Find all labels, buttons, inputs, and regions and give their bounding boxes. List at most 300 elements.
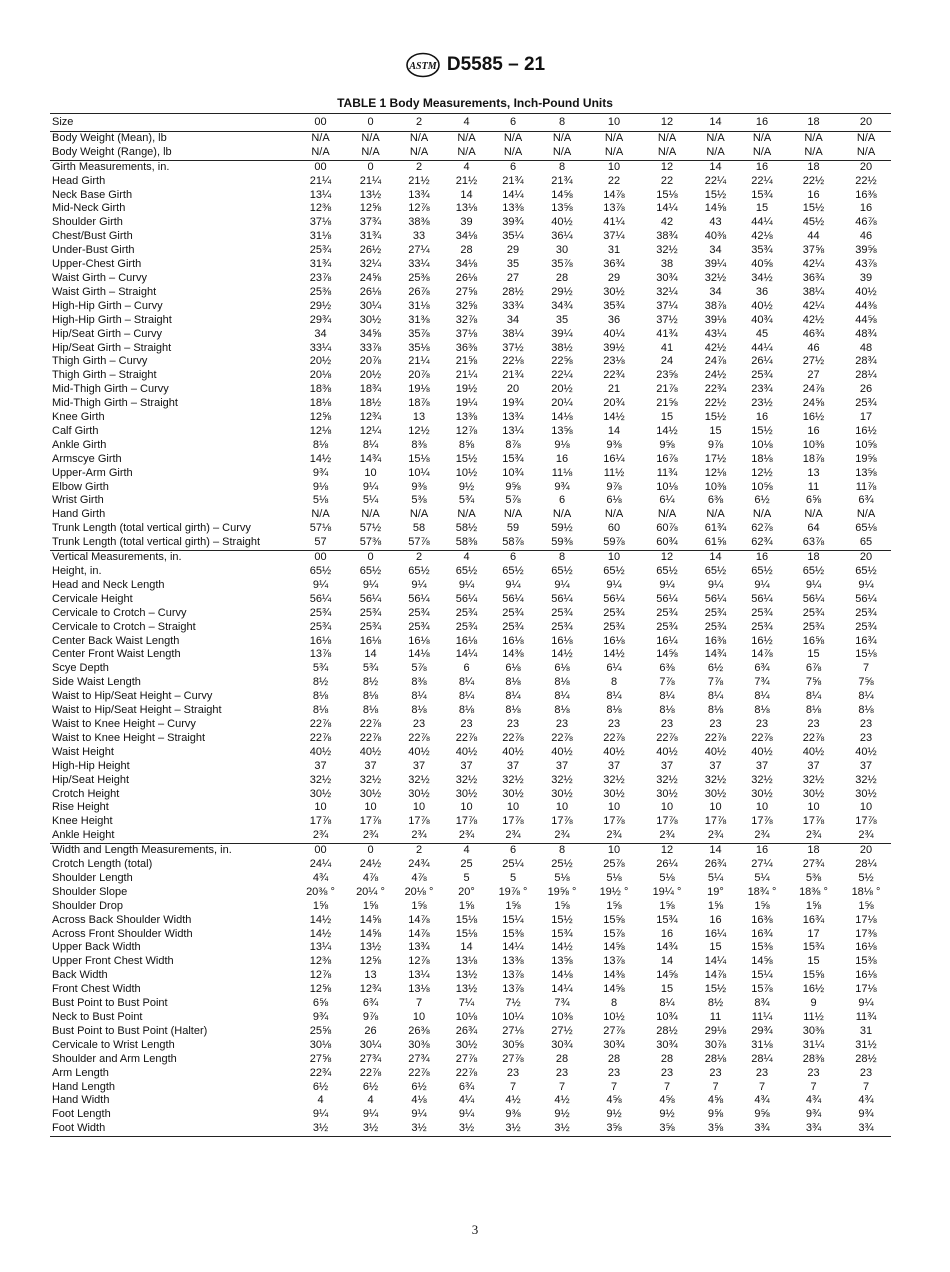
- measurement-value: 28: [660, 1052, 674, 1065]
- measurement-value: 17⅞: [704, 815, 727, 828]
- measurement-value: 8¼: [659, 690, 675, 703]
- measurement-label: Girth Measurements, in.: [50, 160, 294, 174]
- measurement-value: 26: [859, 383, 873, 396]
- measurement-value: 33¼: [309, 341, 332, 354]
- measurement-value: 12: [641, 551, 693, 565]
- measurement-value: 23: [660, 1066, 674, 1079]
- measurement-value: 39⅛: [704, 313, 727, 326]
- measurement-value: 12⅛: [309, 424, 332, 437]
- measurement-value: 13: [412, 411, 426, 424]
- measurement-value: 3½: [294, 1122, 347, 1136]
- measurement-value: 15¾: [502, 452, 524, 465]
- measurement-value: 13⅞: [502, 983, 524, 996]
- measurement-row: [50, 635, 891, 649]
- measurement-value: 58⅞: [502, 536, 524, 549]
- measurement-value: 28½: [502, 285, 524, 298]
- measurement-value: 10⅛: [455, 1011, 478, 1023]
- measurement-value: 9⅛: [312, 480, 329, 493]
- measurement-value: 15: [755, 202, 769, 215]
- measurement-value: 27¼: [408, 244, 430, 257]
- measurement-label: Cervicale to Wrist Length: [52, 1038, 175, 1051]
- measurement-value: 15¾: [802, 941, 825, 954]
- measurement-value: 13⅛: [455, 955, 478, 968]
- measurement-value: N/A: [752, 508, 772, 521]
- measurement-value: 15: [660, 411, 674, 424]
- measurement-value: 3½: [394, 1122, 444, 1136]
- measurement-value: 1⅝: [754, 899, 770, 912]
- measurement-value: 36¾: [802, 271, 825, 284]
- measurement-value: 1⅝: [659, 899, 675, 912]
- measurement-row: [50, 1067, 891, 1081]
- measurement-value: 25¾: [309, 606, 332, 619]
- measurement-value: 13⅝: [855, 466, 877, 479]
- measurement-value: 60⅞: [656, 522, 678, 535]
- measurement-label: Waist to Hip/Seat Height – Straight: [52, 704, 222, 717]
- measurement-value: 25¾: [855, 606, 877, 619]
- measurement-value: 10: [587, 160, 641, 174]
- measurement-value: 7½: [505, 997, 521, 1010]
- measurement-value: N/A: [552, 145, 572, 158]
- measurement-value: N/A: [786, 131, 841, 145]
- measurement-value: 28: [460, 244, 473, 257]
- measurement-value: 31⅛: [408, 299, 430, 312]
- measurement-value: 56¼: [802, 592, 825, 605]
- measurement-value: 34: [709, 244, 722, 257]
- measurement-value: 16¼: [603, 452, 625, 465]
- measurement-value: 31⅛: [309, 230, 332, 243]
- measurement-value: 10¼: [502, 1011, 524, 1023]
- measurement-value: 37: [755, 759, 769, 772]
- measurement-row: [50, 886, 891, 900]
- measurement-value: 16½: [855, 424, 877, 437]
- measurement-value: 6¾: [754, 662, 770, 675]
- measurement-value: 9¼: [362, 480, 379, 493]
- measurement-value: 14⅛: [551, 969, 573, 982]
- measurement-value: 56¼: [603, 592, 625, 605]
- measurement-value: 16⅛: [855, 941, 877, 954]
- measurement-row: [50, 342, 891, 356]
- measurement-value: 27: [506, 271, 520, 284]
- measurement-value: 22⅞: [408, 1066, 430, 1079]
- measurement-value: 14: [460, 188, 473, 201]
- measurement-value: 65½: [359, 565, 382, 577]
- measurement-value: 24⅞: [802, 383, 825, 396]
- measurement-value: 9: [810, 997, 817, 1010]
- measurement-value: 15: [807, 955, 820, 968]
- measurement-value: 10⅛: [751, 438, 773, 451]
- measurement-value: 22⅞: [502, 731, 524, 744]
- measurement-value: 25¾: [855, 397, 877, 410]
- measurement-value: 32½: [603, 773, 625, 786]
- measurement-value: 17⅞: [751, 815, 773, 828]
- measurement-row: [50, 648, 891, 662]
- measurement-value: 13½: [455, 983, 478, 996]
- measurement-value: 13: [807, 466, 820, 479]
- measurement-value: 37⅛: [455, 327, 478, 340]
- size-header: Size: [50, 114, 294, 132]
- measurement-value: 19½: [455, 383, 478, 396]
- document-header: [0, 52, 950, 78]
- measurement-value: 2¾: [362, 829, 379, 842]
- measurement-value: 15¼: [751, 969, 773, 982]
- measurement-value: 3¾: [738, 1122, 786, 1136]
- measurement-value: 9⅝: [707, 1108, 724, 1121]
- size-column-header: 20: [841, 114, 891, 132]
- measurement-value: 22¼: [751, 174, 773, 187]
- measurement-value: 10⅜: [551, 1011, 573, 1023]
- measurement-value: 30½: [455, 1038, 478, 1051]
- measurement-value: 57½: [359, 522, 382, 535]
- measurement-value: 56¼: [455, 592, 478, 605]
- measurement-value: 46⅞: [855, 216, 877, 229]
- measurement-value: 8⅛: [362, 704, 379, 717]
- measurement-value: 41¾: [656, 327, 678, 340]
- measurement-value: 25¾: [656, 606, 678, 619]
- measurement-value: 2¾: [858, 829, 874, 842]
- measurement-value: 57⅜: [359, 536, 382, 549]
- measurement-value: 10¼: [408, 466, 430, 479]
- measurement-value: 45: [755, 327, 769, 340]
- measurement-value: 4: [367, 1094, 374, 1107]
- section-header-row: [50, 551, 891, 565]
- measurement-row: [50, 690, 891, 704]
- measurement-value: 19⅛: [408, 383, 430, 396]
- measurement-value: 4¾: [754, 1094, 770, 1107]
- measurement-value: 9¾: [805, 1108, 822, 1121]
- measurement-value: 4⅞: [362, 871, 379, 884]
- body-measurements-table: [50, 113, 891, 1137]
- measurement-value: 9⅛: [554, 438, 570, 451]
- measurement-value: 44¼: [751, 341, 773, 354]
- measurement-value: 25¾: [704, 606, 727, 619]
- measurement-row: [50, 801, 891, 815]
- measurement-value: 6⅝: [805, 494, 822, 507]
- measurement-value: 30⅝: [502, 1038, 524, 1051]
- svg-text:ASTM: ASTM: [409, 61, 437, 72]
- measurement-value: 14½: [603, 411, 625, 424]
- measurement-value: 19¼: [455, 397, 478, 410]
- measurement-value: 14¼: [704, 955, 727, 968]
- measurement-label: Across Back Shoulder Width: [52, 913, 192, 926]
- measurement-value: 23½: [751, 397, 773, 410]
- measurement-value: 14½: [309, 913, 332, 926]
- measurement-value: 14⅝: [656, 969, 678, 982]
- measurement-row: [50, 718, 891, 732]
- measurement-value: 28: [555, 271, 569, 284]
- measurement-value: 25¾: [408, 620, 430, 633]
- measurement-label: Bust Point to Bust Point (Halter): [52, 1024, 208, 1037]
- measurement-value: 1⅝: [858, 899, 874, 912]
- measurement-value: 65½: [309, 565, 332, 577]
- measurement-value: 25¾: [802, 606, 825, 619]
- measurement-value: 32½: [802, 773, 825, 786]
- measurement-value: N/A: [503, 508, 523, 521]
- measurement-value: 57: [314, 536, 327, 549]
- measurement-value: 13⅞: [502, 969, 524, 982]
- measurement-row: [50, 1053, 891, 1067]
- measurement-value: 9¼: [362, 1108, 379, 1121]
- measurement-value: N/A: [409, 145, 429, 158]
- measurement-value: 14: [693, 844, 738, 858]
- measurement-value: 14⅝: [551, 188, 573, 201]
- measurement-value: N/A: [804, 145, 823, 158]
- measurement-value: 00: [294, 160, 347, 174]
- measurement-value: 16⅜: [704, 634, 727, 647]
- measurement-value: 18: [786, 160, 841, 174]
- measurement-value: 12½: [408, 424, 430, 437]
- measurement-value: 15½: [455, 452, 478, 465]
- measurement-value: 3⅝: [693, 1122, 738, 1136]
- measurement-value: 11¾: [656, 466, 678, 479]
- measurement-value: 41: [660, 341, 674, 354]
- measurement-value: 42⅛: [751, 230, 773, 243]
- measurement-value: 35¼: [502, 230, 524, 243]
- measurement-value: 40½: [309, 745, 332, 758]
- measurement-value: 6: [558, 494, 566, 507]
- measurement-value: 23⅞: [309, 271, 332, 284]
- measurement-value: 15: [660, 983, 674, 996]
- measurement-value: 16⅛: [603, 634, 625, 647]
- measurement-value: 2¾: [606, 829, 622, 842]
- measurement-row: [50, 662, 891, 676]
- measurement-value: 12¾: [359, 983, 382, 996]
- measurement-value: 30¼: [359, 299, 382, 312]
- measurement-value: 28¼: [855, 369, 877, 382]
- measurement-value: 3½: [347, 1122, 394, 1136]
- measurement-row: [50, 983, 891, 997]
- measurement-value: 14⅛: [551, 411, 573, 424]
- measurement-value: 37¼: [656, 299, 678, 312]
- measurement-label: Trunk Length (total vertical girth) – Curvy: [52, 522, 251, 535]
- measurement-value: 32½: [359, 773, 382, 786]
- measurement-value: 10: [412, 801, 426, 814]
- measurement-value: 30½: [603, 285, 625, 298]
- measurement-value: 18¾: [359, 383, 382, 396]
- measurement-value: 14⅝: [656, 648, 678, 661]
- measurement-value: 13½: [359, 941, 382, 954]
- measurement-value: 65½: [656, 565, 678, 577]
- measurement-value: 22⅞: [359, 717, 382, 730]
- measurement-value: 8¼: [858, 690, 874, 703]
- size-column-header: 00: [294, 114, 347, 132]
- measurement-row: [50, 788, 891, 802]
- measurement-value: 10: [755, 801, 769, 814]
- measurement-value: 40½: [751, 745, 773, 758]
- measurement-value: 9¼: [458, 1108, 475, 1121]
- measurement-value: 40½: [802, 745, 825, 758]
- measurement-value: 20⅛: [309, 369, 332, 382]
- measurement-value: 7¾: [754, 676, 770, 689]
- measurement-value: 21¼: [309, 174, 332, 187]
- measurement-value: 28⅜: [802, 1052, 825, 1065]
- measurement-value: 22⅞: [603, 731, 625, 744]
- measurement-value: 23: [555, 717, 569, 730]
- measurement-value: 15⅛: [455, 927, 478, 940]
- measurement-label: Upper Back Width: [52, 941, 141, 954]
- measurement-value: 40½: [704, 745, 727, 758]
- measurement-value: 30⅜: [408, 1038, 430, 1051]
- measurement-value: 22⅞: [751, 731, 773, 744]
- measurement-value: 22¾: [309, 1066, 332, 1079]
- measurement-value: 40⅝: [751, 258, 773, 271]
- measurement-value: 22¾: [704, 383, 727, 396]
- measurement-value: 29½: [309, 299, 332, 312]
- measurement-value: 17⅞: [855, 815, 877, 828]
- measurement-value: 22⅞: [551, 731, 573, 744]
- measurement-value: 27⅞: [455, 1052, 478, 1065]
- measurement-row: [50, 914, 891, 928]
- measurement-value: 1⅝: [805, 899, 822, 912]
- measurement-value: 14½: [309, 927, 332, 940]
- measurement-value: 12⅝: [359, 955, 382, 968]
- measurement-value: 10: [807, 801, 820, 814]
- measurement-value: 32½: [408, 773, 430, 786]
- measurement-label: Side Waist Length: [52, 676, 141, 689]
- measurement-value: 2¾: [754, 829, 770, 842]
- measurement-value: 9¼: [707, 578, 724, 591]
- measurement-value: N/A: [604, 508, 624, 521]
- measurement-value: 13⅞: [309, 648, 332, 661]
- measurement-value: N/A: [361, 145, 380, 158]
- measurement-value: 56¼: [408, 592, 430, 605]
- measurement-value: 15⅛: [455, 913, 478, 926]
- measurement-value: 13¼: [408, 969, 430, 982]
- measurement-value: 37: [555, 759, 569, 772]
- measurement-value: 16½: [802, 983, 825, 996]
- measurement-value: 30¾: [551, 1038, 573, 1051]
- measurement-value: 8⅛: [805, 704, 822, 717]
- measurement-value: 2¾: [805, 829, 822, 842]
- measurement-value: 64: [807, 522, 820, 535]
- measurement-label: Foot Length: [52, 1108, 111, 1121]
- measurement-value: 15½: [704, 983, 727, 996]
- measurement-value: 19½ °: [599, 885, 629, 898]
- measurement-value: 8½: [707, 997, 724, 1010]
- measurement-value: 35¾: [603, 299, 625, 312]
- measurement-value: 29: [607, 271, 621, 284]
- measurement-value: 6¼: [659, 494, 675, 507]
- measurement-value: 17⅞: [502, 815, 524, 828]
- measurement-row: [50, 1011, 891, 1025]
- measurement-value: 9½: [659, 1108, 675, 1121]
- measurement-value: 20: [506, 383, 520, 396]
- measurement-value: 8⅛: [362, 690, 379, 703]
- document-number: D5585 – 21: [446, 54, 546, 75]
- measurement-value: 40¾: [751, 313, 773, 326]
- measurement-value: 30½: [603, 787, 625, 800]
- measurement-value: 25¾: [656, 620, 678, 633]
- measurement-label: Mid-Thigh Girth – Straight: [52, 397, 178, 410]
- measurement-row: [50, 146, 891, 160]
- measurement-value: 17⅞: [656, 815, 678, 828]
- measurement-value: 25¼: [502, 858, 524, 871]
- measurement-value: 39: [859, 271, 873, 284]
- measurement-value: 16⅜: [855, 188, 877, 201]
- measurement-value: 40½: [359, 745, 382, 758]
- measurement-row: [50, 1122, 891, 1136]
- measurement-value: 27⅝: [455, 285, 478, 298]
- measurement-value: 8⅞: [505, 438, 521, 451]
- measurement-value: 32½: [751, 773, 773, 786]
- measurement-value: 31: [607, 244, 621, 257]
- measurement-value: 20⅜ °: [306, 885, 335, 898]
- measurement-value: 14¾: [359, 452, 382, 465]
- measurement-value: 9¼: [858, 997, 874, 1010]
- measurement-value: 9⅞: [362, 1011, 379, 1023]
- measurement-label: Head Girth: [52, 174, 106, 187]
- measurement-value: 58½: [455, 522, 478, 535]
- measurement-value: 15⅜: [502, 927, 524, 940]
- size-column-header: 4: [444, 114, 489, 132]
- measurement-value: 2¾: [554, 829, 570, 842]
- measurement-value: 40½: [455, 745, 478, 758]
- measurement-value: 15½: [802, 202, 825, 215]
- measurement-value: 39½: [603, 341, 625, 354]
- measurement-label: Calf Girth: [52, 424, 99, 437]
- measurement-value: 65½: [802, 565, 825, 577]
- measurement-label: Waist Girth – Curvy: [52, 271, 147, 284]
- measurement-value: 2¾: [707, 829, 724, 842]
- measurement-value: 16⅜: [751, 913, 773, 926]
- measurement-value: 32¼: [656, 285, 678, 298]
- measurement-value: 25¾: [408, 606, 430, 619]
- measurement-value: 22⅞: [359, 731, 382, 744]
- measurement-value: 14: [364, 648, 377, 661]
- measurement-value: 32½: [855, 773, 877, 786]
- measurement-value: 25¾: [704, 620, 727, 633]
- measurement-value: 39: [460, 216, 473, 229]
- measurement-value: 5⅛: [554, 871, 570, 884]
- measurement-value: 19¾: [502, 397, 524, 410]
- measurement-value: 7: [415, 997, 423, 1010]
- measurement-value: 21¾: [551, 174, 573, 187]
- measurement-value: 16: [555, 452, 569, 465]
- measurement-label: Hand Girth: [52, 508, 106, 521]
- measurement-label: Thigh Girth – Curvy: [52, 355, 148, 368]
- measurement-value: 8¼: [606, 690, 622, 703]
- measurement-value: 34⅝: [359, 327, 382, 340]
- measurement-value: 22⅞: [408, 731, 430, 744]
- measurement-value: 40½: [855, 745, 877, 758]
- measurement-value: 34⅛: [455, 230, 478, 243]
- measurement-value: 4: [444, 160, 489, 174]
- measurement-value: 37¾: [359, 216, 382, 229]
- measurement-value: 65½: [551, 565, 573, 577]
- measurement-value: 14⅜: [502, 648, 524, 661]
- measurement-label: Body Weight (Range), lb: [52, 145, 172, 158]
- measurement-value: 36: [755, 285, 769, 298]
- measurement-value: 6: [489, 844, 537, 858]
- measurement-value: 8⅜: [411, 676, 427, 689]
- measurement-value: 27⅝: [309, 1052, 332, 1065]
- measurement-value: 30½: [359, 787, 382, 800]
- measurement-value: 38½: [551, 341, 573, 354]
- measurement-value: 22⅞: [656, 731, 678, 744]
- measurement-value: 30⅛: [309, 1038, 332, 1051]
- measurement-value: 6¼: [606, 662, 622, 675]
- measurement-value: 33: [412, 230, 426, 243]
- measurement-value: 25¾: [751, 606, 773, 619]
- measurement-row: [50, 314, 891, 328]
- measurement-label: Scye Depth: [52, 662, 109, 675]
- size-column-header: 12: [641, 114, 693, 132]
- measurement-value: 34½: [751, 271, 773, 284]
- measurement-value: 28¼: [751, 1052, 773, 1065]
- measurement-value: 8¼: [659, 997, 675, 1010]
- measurement-value: 6½: [754, 494, 770, 507]
- measurement-label: Body Weight (Mean), lb: [50, 131, 294, 145]
- measurement-value: 7: [862, 662, 870, 675]
